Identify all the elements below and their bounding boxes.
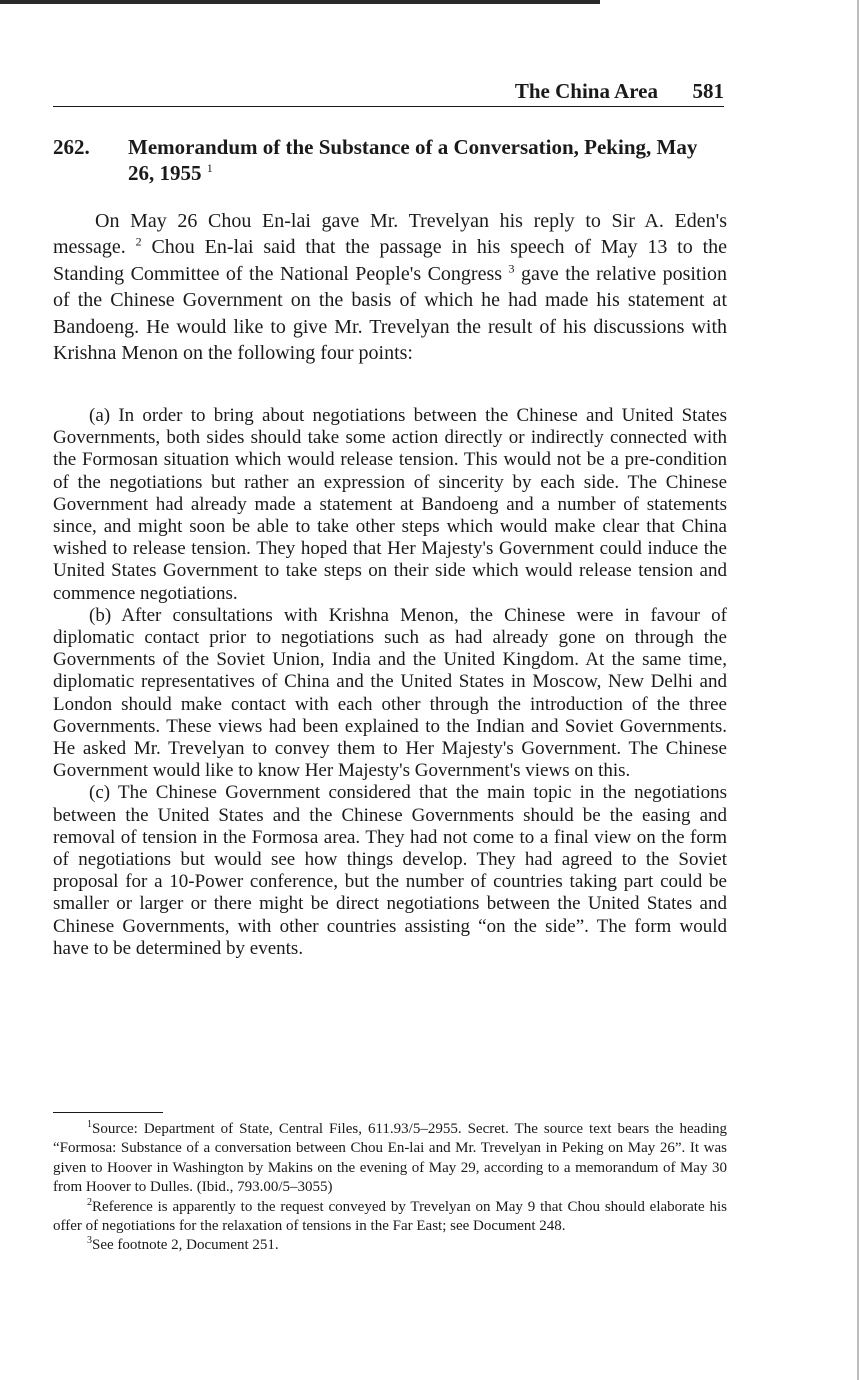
footnote-marker: 2 bbox=[87, 1196, 92, 1208]
running-header bbox=[53, 78, 724, 107]
footnote-text: Reference is apparently to the request conveyed by Trevelyan on May 9 that Chou should elaborate his offer of negotiations for the relaxation of tensions in the Far East; see Document 248. bbox=[53, 1198, 727, 1235]
intro-text-3: gave the relative position of the Chinese Government on the basis of which he had made his statement at Bandoeng. He would like to give Mr. Trevelyan the result of his discussions with Krishna Menon on the following four points: bbox=[53, 262, 728, 365]
page-binding-edge bbox=[857, 0, 859, 1380]
footnote-2 bbox=[53, 1198, 727, 1237]
footnote-1 bbox=[53, 1120, 727, 1198]
document-number: 262. bbox=[53, 135, 90, 159]
footnote-ref[interactable]: 3 bbox=[508, 261, 515, 276]
footnote-marker: 1 bbox=[87, 1119, 92, 1130]
running-header-title: The China Area bbox=[514, 79, 658, 103]
footnote-3 bbox=[53, 1236, 727, 1255]
footnote-marker: 3 bbox=[87, 1235, 92, 1247]
page-top-edge bbox=[0, 0, 600, 4]
footnote-text: Source: Department of State, Central Files, 611.93/5–2955. Secret. The source text bears the heading “Formosa: Substance of a conversation between Chou En-lai and Mr. Trevelyan in Peking on May 26”. It was given to Hoover in Washington by Makins on the evening of May 29, according to a memorandum of May 30 from Hoover to Dulles. (Ibid., 793.00/5–3055) bbox=[53, 1121, 727, 1196]
intro-text-1: On May 26 Chou En-lai gave Mr. Trevelyan his reply to Sir A. Eden's message. bbox=[53, 210, 727, 259]
point-b: (b) After consultations with Krishna Menon, the Chinese were in favour of diplomatic contact prior to negotiations such as had already gone on through the Governments of the Soviet Union, India and the United Kingdom. At the same time, diplomatic representatives of China and the United States in Moscow, New Delhi and London should make contact with each other through the introduction of the three Governments. These views had been explained to the Indian and Soviet Governments. He asked Mr. Trevelyan to convey them to Her Majesty's Government. The Chinese Government would like to know Her Majesty's Government's views on this. bbox=[53, 604, 727, 782]
footnote-text: See footnote 2, Document 251. bbox=[92, 1237, 279, 1254]
footnote-ref[interactable]: 2 bbox=[135, 234, 142, 249]
intro-paragraph bbox=[53, 208, 727, 366]
intro-text-2: Chou En-lai said that the passage in his speech of May 13 to the Standing Committee of the National People's Congress bbox=[53, 236, 728, 285]
page-number: 581 bbox=[692, 79, 724, 103]
point-list bbox=[53, 405, 727, 960]
document-title bbox=[128, 134, 728, 186]
footnote-ref[interactable]: 1 bbox=[206, 161, 213, 175]
footnotes bbox=[53, 1120, 727, 1256]
point-c: (c) The Chinese Government considered that the main topic in the negotiations between the United States and the Chinese Governments should be the easing and removal of tension in the Formosa area. They had not come to a final view on the form of negotiations but would see how things develop. They had agreed to the Soviet proposal for a 10-Power conference, but the number of countries taking part could be smaller or larger or there might be direct negotiations between the United States and Chinese Governments, with other countries assisting “on the side”. The form would have to be determined by events. bbox=[53, 782, 727, 959]
footnote-divider bbox=[53, 1112, 163, 1113]
document-title-text: Memorandum of the Substance of a Conversation, Peking, May 26, 1955 bbox=[128, 135, 698, 185]
point-a: (a) In order to bring about negotiations between the Chinese and United States Governments, both sides should take some action directly or indirectly connected with the Formosan situation which would release tension. This would not be a pre-condition of the negotiations but rather an expression of sincerity by each side. The Chinese Government had already made a statement at Bandoeng and a number of statements since, and might soon be able to take other steps which would make clear that China wished to release tension. They hoped that Her Majesty's Government could induce the United States Government to take steps on their side which would release tension and commence negotiations. bbox=[53, 405, 727, 604]
